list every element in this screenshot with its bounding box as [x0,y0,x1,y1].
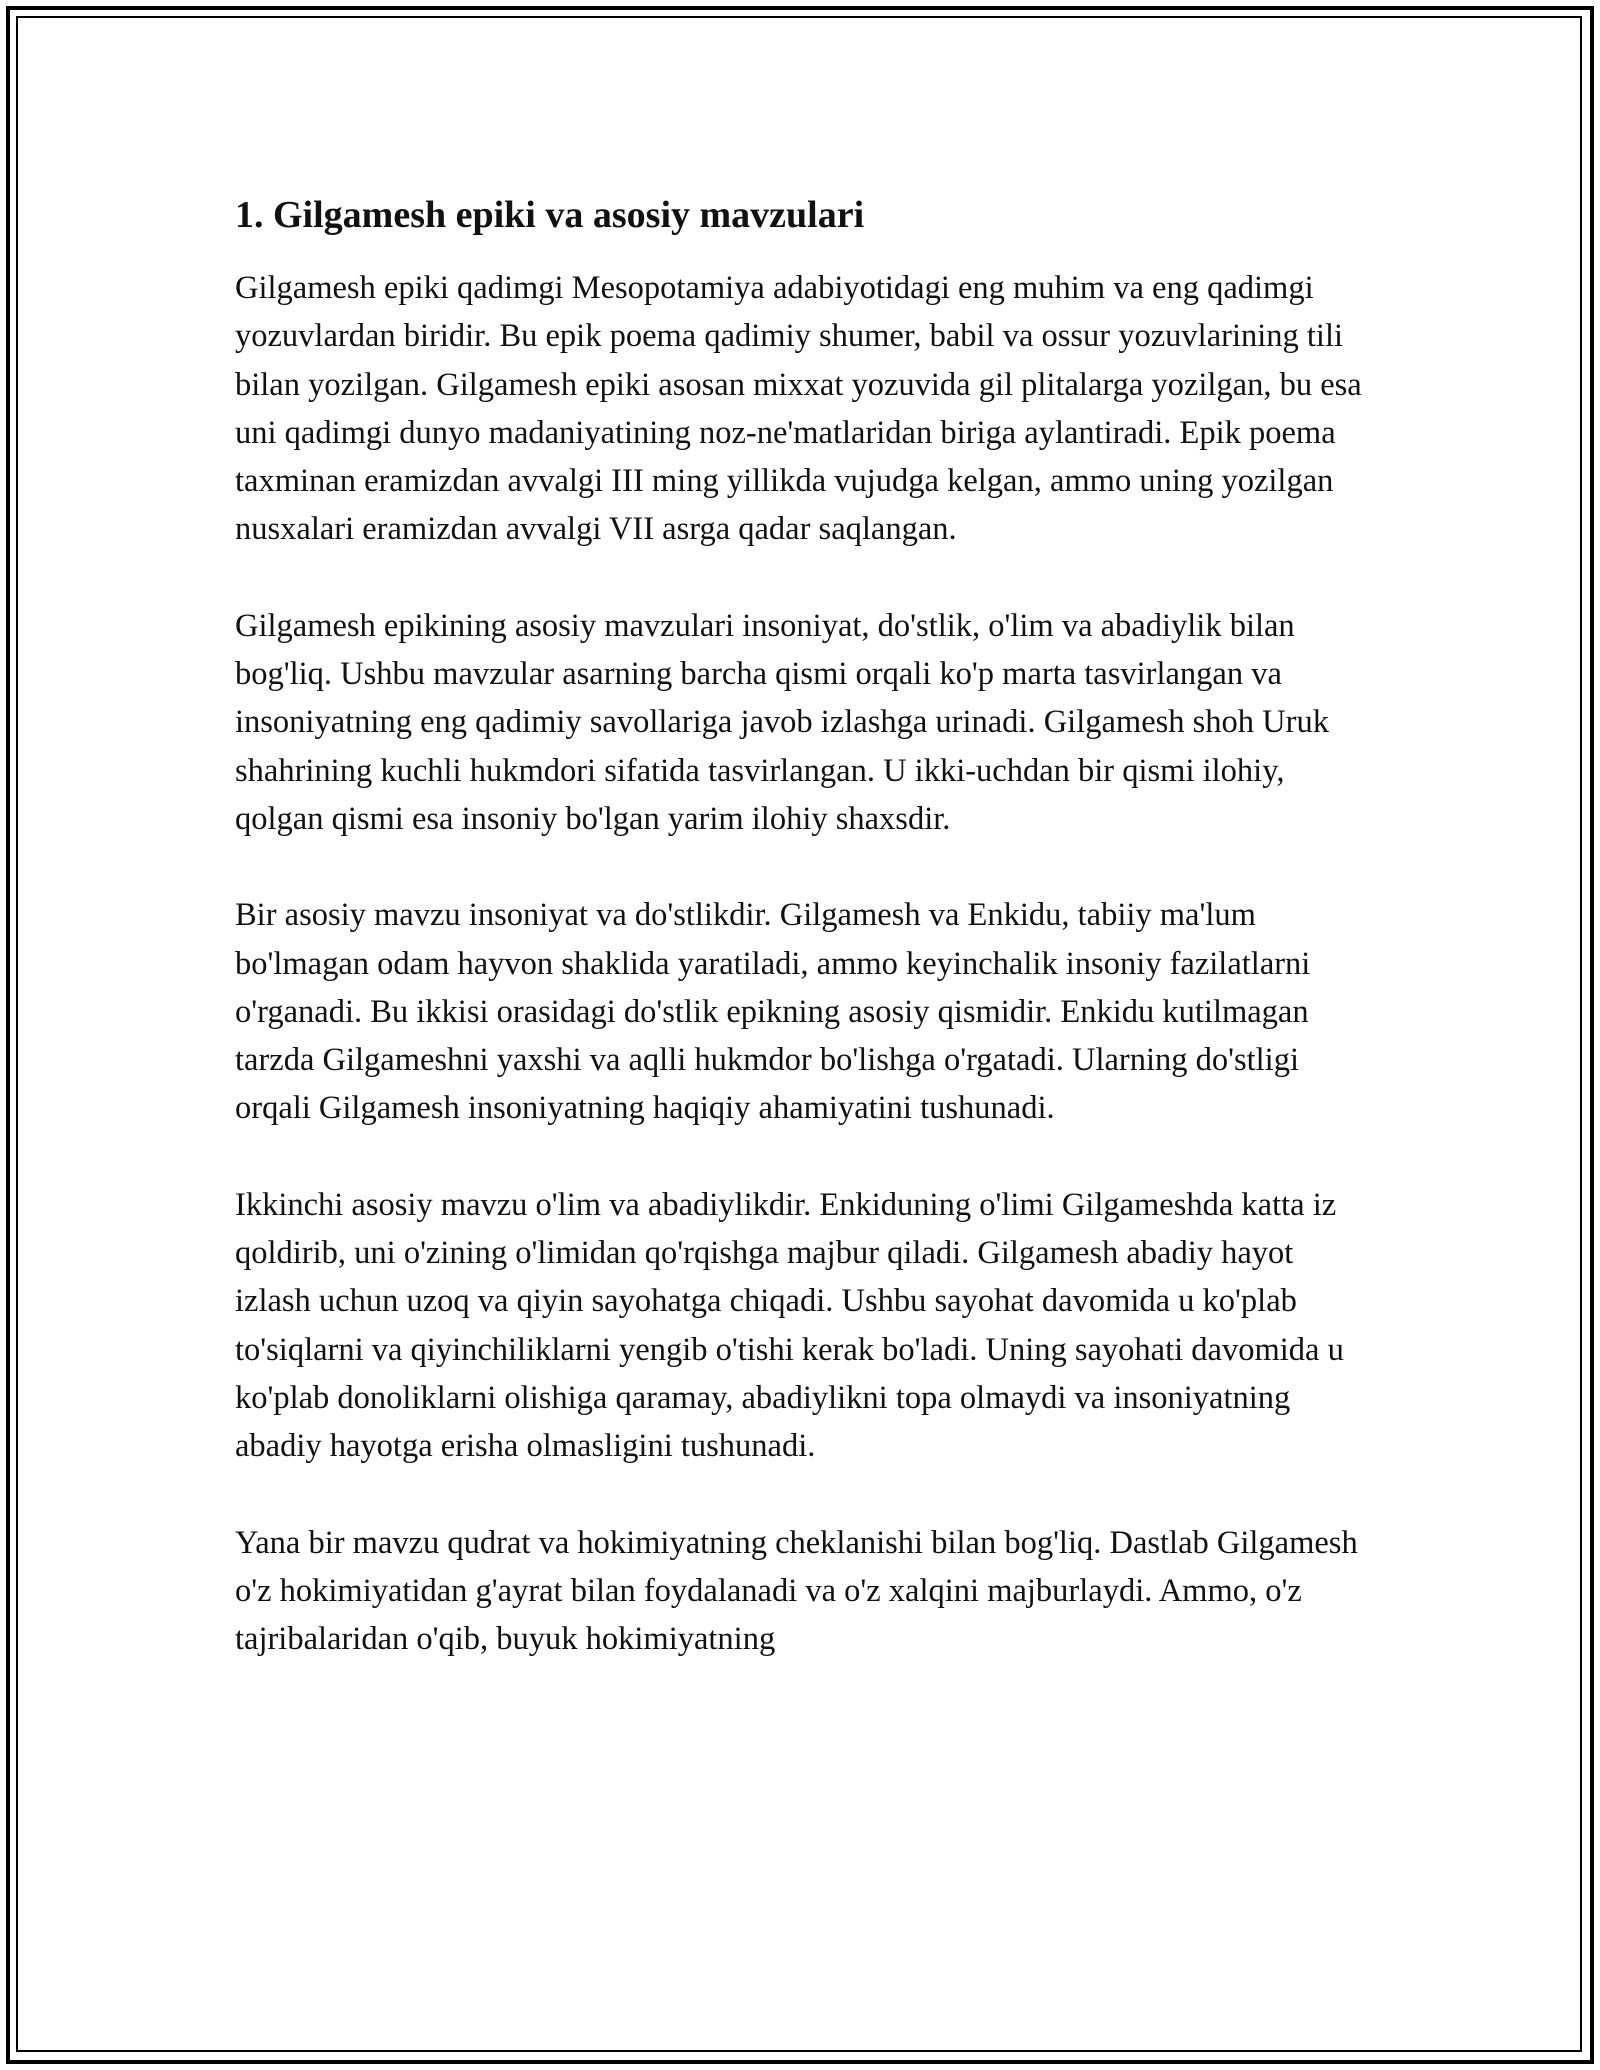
paragraph-2: Gilgamesh epikining asosiy mavzulari insoniyat, do'stlik, o'lim va abadiylik bilan bog'liq. Ushbu mavzular asarning barcha qismi orqali ko'p marta tasvirlangan va insoniyatning eng qadimiy savollariga javob izlashga urinadi. Gilgamesh shoh Uruk shahrining kuchli hukmdori sifatida tasvirlangan. U ikki-uchdan bir qismi ilohiy, qolgan qismi esa insoniy bo'lgan yarim ilohiy shaxsdir. [235,607,1329,837]
paragraph-5: Yana bir mavzu qudrat va hokimiyatning cheklanishi bilan bog'liq. Dastlab Gilgamesh o'z hokimiyatidan g'ayrat bilan foydalanadi va o'z xalqini majburlaydi. Ammo, o'z tajribalaridan o'qib, buyuk hokimiyatning [235,1524,1358,1658]
paragraph-3: Bir asosiy mavzu insoniyat va do'stlikdir. Gilgamesh va Enkidu, tabiiy ma'lum bo'lmagan odam hayvon shaklida yaratiladi, ammo keyinchalik insoniy fazilatlarni o'rganadi. Bu ikkisi orasidagi do'stlik epikning asosiy qismidir. Enkidu kutilmagan tarzda Gilgameshni yaxshi va aqlli hukmdor bo'lishga o'rgatadi. Ularning do'stligi orqali Gilgamesh insoniyatning haqiqiy ahamiyatini tushunadi. [235,897,1311,1127]
section-heading: 1. Gilgamesh epiki va asosiy mavzulari [235,194,865,236]
paragraph-4: Ikkinchi asosiy mavzu o'lim va abadiylikdir. Enkiduning o'limi Gilgameshda katta iz qoldirib, uni o'zining o'limidan qo'rqishga majbur qiladi. Gilgamesh abadiy hayot izlash uchun uzoq va qiyin sayohatga chiqadi. Ushbu sayohat davomida u ko'plab to'siqlarni va qiyinchiliklarni yengib o'tishi kerak bo'ladi. Uning sayohati davomida u ko'plab donoliklarni olishiga qaramay, abadiylikni topa olmaydi va insoniyatning abadiy hayotga erisha olmasligini tushunadi. [235,1186,1344,1465]
paragraph-1: Gilgamesh epiki qadimgi Mesopotamiya adabiyotidagi eng muhim va eng qadimgi yozuvlardan biridir. Bu epik poema qadimiy shumer, babil va ossur yozuvlarining tili bilan yozilgan. Gilgamesh epiki asosan mixxat yozuvida gil plitalarga yozilgan, bu esa uni qadimgi dunyo madaniyatining noz-ne'matlaridan biriga aylantiradi. Epik poema taxminan eramizdan avvalgi III ming yillikda vujudga kelgan, ammo uning yozilgan nusxalari eramizdan avvalgi VII asrga qadar saqlangan. [235,270,1362,548]
document-body [235,190,1375,1663]
